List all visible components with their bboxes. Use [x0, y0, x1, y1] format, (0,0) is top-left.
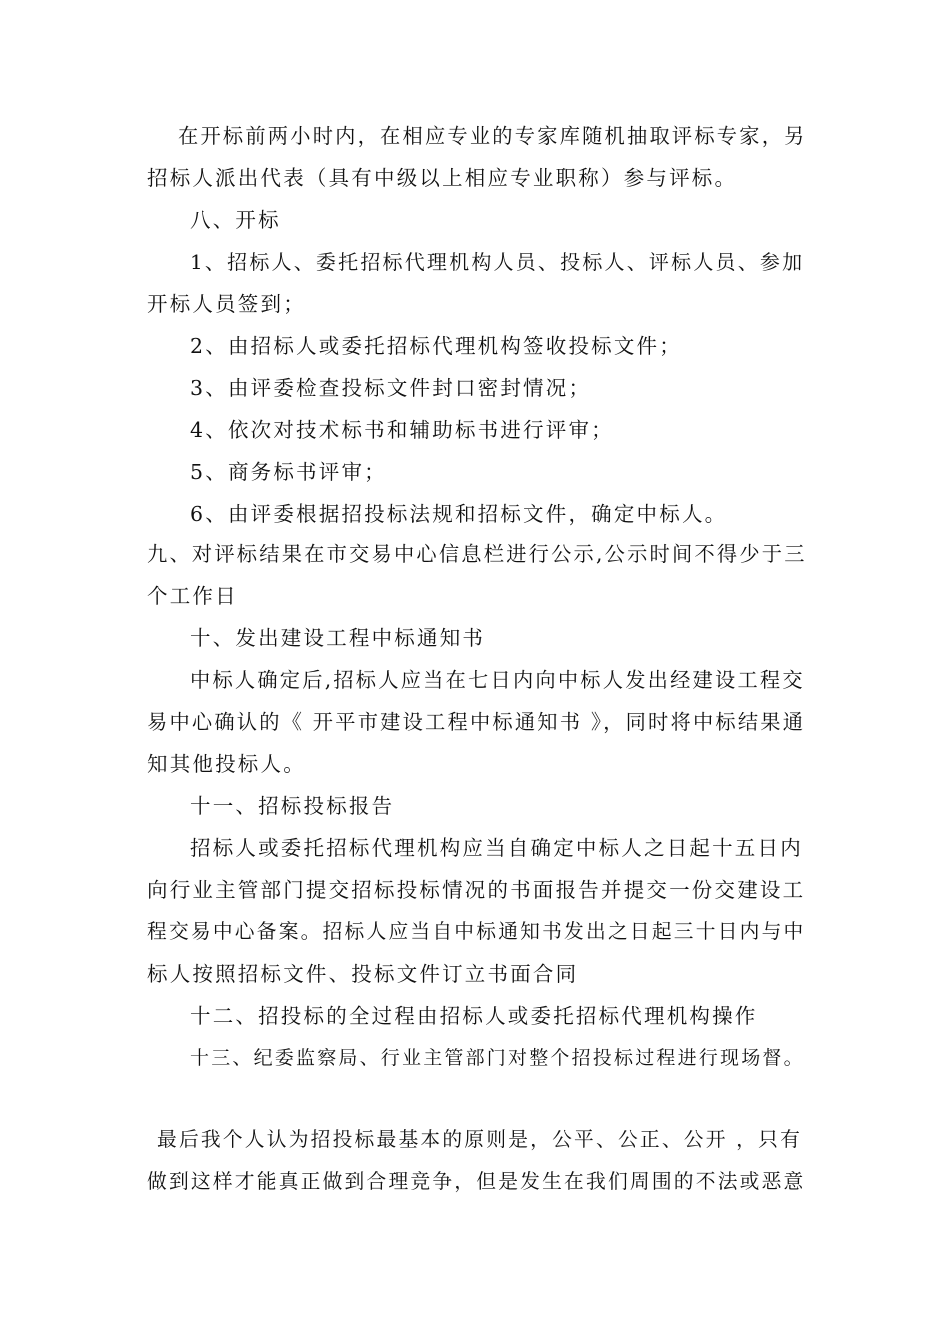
list-item: 6、由评委根据招投标法规和招标文件，确定中标人。 — [190, 502, 728, 526]
text-line: 标人按照招标文件、投标文件订立书面合同 — [147, 962, 579, 986]
text-line: 个工作日 — [147, 584, 238, 608]
text-line: 最后我个人认为招投标最基本的原则是，公平、公正、公开 ，只有 — [157, 1128, 803, 1151]
text-line: 程交易中心备案。招标人应当自中标通知书发出之日起三十日内与中 — [147, 920, 806, 943]
list-item: 4、依次对技术标书和辅助标书进行评审； — [190, 418, 614, 442]
section-heading: 十、发出建设工程中标通知书 — [190, 626, 486, 650]
list-item: 2、由招标人或委托招标代理机构签收投标文件； — [190, 334, 682, 358]
section-heading: 十三、纪委监察局、行业主管部门对整个招投标过程进行现场督。 — [190, 1047, 805, 1069]
list-item-continuation: 开标人员签到； — [147, 292, 306, 316]
text-line: 招标人或委托招标代理机构应当自确定中标人之日起十五日内 — [190, 836, 803, 860]
text-line: 中标人确定后,招标人应当在七日内向中标人发出经建设工程交 — [190, 668, 805, 692]
section-heading: 八、开标 — [190, 208, 281, 232]
text-line: 招标人派出代表（具有中级以上相应专业职称）参与评标。 — [147, 166, 738, 190]
list-item: 5、商务标书评审； — [190, 460, 387, 484]
section-heading: 九、对评标结果在市交易中心信息栏进行公示,公示时间不得少于三 — [147, 542, 807, 566]
section-heading: 十二、招投标的全过程由招标人或委托招标代理机构操作 — [190, 1004, 758, 1028]
text-line: 知其他投标人。 — [147, 752, 306, 776]
text-line: 在开标前两小时内，在相应专业的专家库随机抽取评标专家，另 — [178, 124, 807, 148]
text-line: 易中心确认的《 开平市建设工程中标通知书 》，同时将中标结果通 — [147, 710, 806, 734]
text-line: 向行业主管部门提交招标投标情况的书面报告并提交一份交建设工 — [147, 878, 806, 902]
list-item: 3、由评委检查投标文件封口密封情况； — [190, 376, 592, 400]
section-heading: 十一、招标投标报告 — [190, 794, 395, 818]
text-line: 做到这样才能真正做到合理竞争，但是发生在我们周围的不法或恶意 — [147, 1170, 806, 1193]
list-item: 1、招标人、委托招标代理机构人员、投标人、评标人员、参加 — [190, 250, 805, 274]
